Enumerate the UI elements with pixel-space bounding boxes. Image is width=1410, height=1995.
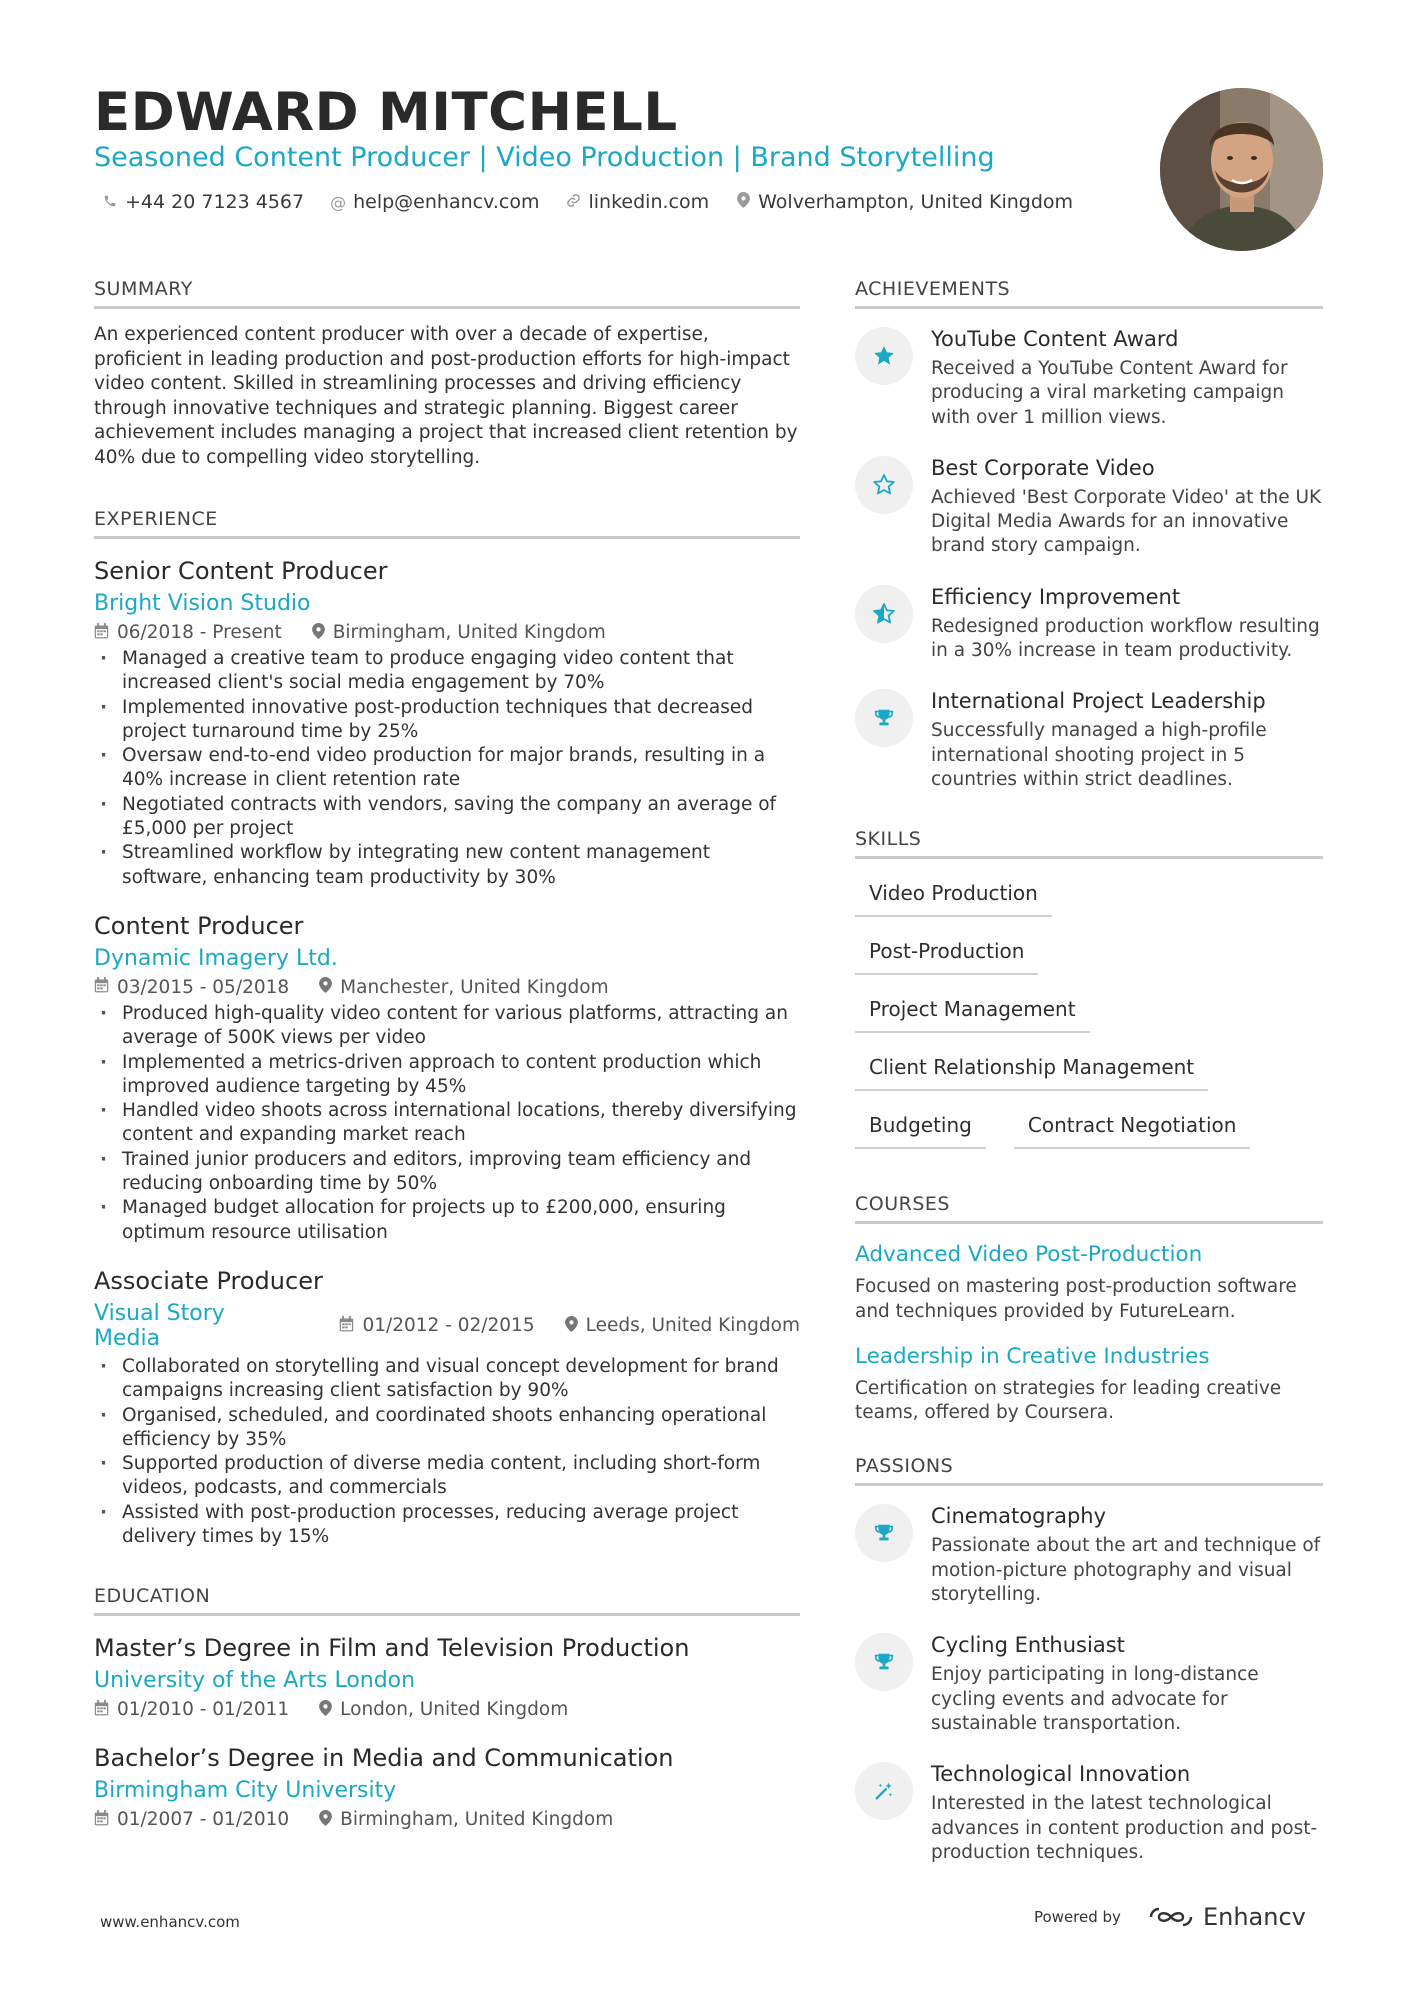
skill-tag: Video Production: [855, 881, 1052, 917]
education-heading: EDUCATION: [94, 1585, 800, 1616]
trophy-icon: [855, 1633, 913, 1691]
list-item: · Supported production of diverse media content, including short-form videos, podcasts, and commercials: [94, 1452, 800, 1501]
job-location: [312, 622, 606, 643]
infinity-logo-icon: [1147, 1904, 1195, 1930]
list-item: · Implemented a metrics-driven approach to content production which improved audience targeting by 45%: [94, 1051, 800, 1100]
achievement-item: [855, 456, 1323, 559]
job-bullets: [94, 647, 800, 890]
map-pin-icon: [565, 1316, 578, 1336]
phone-icon: [102, 193, 118, 212]
star-outline-icon: [855, 456, 913, 514]
achievement-desc: Successfully managed a high-profile international shooting project in 5 countries within strict deadlines.: [931, 720, 1267, 790]
job-meta: [94, 622, 800, 643]
list-item: · Assisted with post-production processes, reducing average project delivery times by 15%: [94, 1501, 800, 1550]
job-entry: [94, 557, 800, 890]
skill-tag: Client Relationship Management: [855, 1055, 1208, 1091]
course-desc: Focused on mastering post-production software and techniques provided by FutureLearn.: [855, 1276, 1297, 1322]
achievement-title: Efficiency Improvement: [931, 584, 1181, 609]
calendar-icon: [339, 1316, 354, 1336]
list-item: · Implemented innovative post-production techniques that decreased project turnaround time by 25%: [94, 696, 800, 745]
right-column: [855, 278, 1323, 1891]
job-dates: [94, 977, 289, 998]
job-dates-text: 03/2015 - 05/2018: [117, 976, 290, 998]
job-dates-text: 06/2018 - Present: [117, 622, 282, 643]
contact-phone[interactable]: [102, 191, 304, 213]
course-title: Advanced Video Post-Production: [855, 1242, 1203, 1268]
job-bullets: [94, 1355, 800, 1549]
passion-item: [855, 1504, 1323, 1607]
passion-title: Technological Innovation: [931, 1762, 1191, 1787]
job-location: [319, 977, 608, 998]
education-entry: [94, 1634, 800, 1720]
company-name: Dynamic Imagery Ltd.: [94, 945, 338, 971]
passion-title: Cycling Enthusiast: [931, 1633, 1125, 1658]
list-item: · Managed budget allocation for projects up to £200,000, ensuring optimum resource utilisation: [94, 1196, 800, 1245]
degree-title: Bachelor’s Degree in Media and Communication: [94, 1744, 674, 1773]
star-half-icon: [855, 585, 913, 643]
job-title: Content Producer: [94, 911, 304, 940]
email-text: help@enhancv.com: [353, 191, 540, 213]
achievement-item: [855, 689, 1323, 792]
skill-tag: Post-Production: [855, 939, 1038, 975]
skills-heading: SKILLS: [855, 828, 1323, 859]
education-location: [319, 1809, 613, 1830]
trophy-icon: [855, 689, 913, 747]
job-bullets: [94, 1002, 800, 1245]
job-dates: [339, 1315, 534, 1336]
passion-desc: Interested in the latest technological advances in content production and post-production techniques.: [931, 1793, 1318, 1863]
contact-email[interactable]: [330, 191, 539, 213]
summary-text: An experienced content producer with over a decade of expertise, proficient in leading production and post-production efforts for high-impact video content. Skilled in streamlining processes and driving efficiency through innovative techniques and strategic planning. Biggest career achievement includes managing a project that increased client retention by 40% due to compelling video storytelling.: [94, 324, 798, 468]
skill-tag: Project Management: [855, 997, 1090, 1033]
school-name: Birmingham City University: [94, 1778, 397, 1804]
list-item: · Managed a creative team to produce engaging video content that increased client's social media engagement by 70%: [94, 647, 800, 696]
achievement-title: International Project Leadership: [931, 689, 1266, 714]
contact-location: [735, 191, 1073, 213]
courses-heading: COURSES: [855, 1193, 1323, 1224]
job-location-text: Leeds, United Kingdom: [585, 1315, 800, 1337]
education-dates-text: 01/2010 - 01/2011: [117, 1699, 290, 1721]
education-dates: [94, 1809, 289, 1830]
achievement-desc: Achieved 'Best Corporate Video' at the UK Digital Media Awards for an innovative brand story campaign.: [931, 486, 1322, 557]
school-name: University of the Arts London: [94, 1668, 416, 1694]
map-pin-icon: [735, 192, 751, 212]
map-pin-icon: [319, 1810, 332, 1830]
education-location: [319, 1699, 568, 1720]
contact-bar: [102, 191, 1073, 213]
list-item: · Streamlined workflow by integrating new content management software, enhancing team productivity by 30%: [94, 841, 800, 890]
magic-wand-icon: [855, 1762, 913, 1820]
education-meta: [94, 1699, 800, 1720]
skill-tag: Contract Negotiation: [1014, 1113, 1251, 1149]
list-item: · Trained junior producers and editors, improving team efficiency and reducing onboarding time by 50%: [94, 1148, 800, 1197]
summary-heading: SUMMARY: [94, 278, 800, 309]
skills-list: [855, 881, 1255, 1149]
map-pin-icon: [319, 977, 332, 997]
job-entry: [94, 912, 800, 1245]
achievement-item: [855, 585, 1323, 664]
calendar-icon: [94, 1810, 109, 1830]
calendar-icon: [94, 623, 109, 643]
linkedin-text: linkedin.com: [588, 191, 710, 213]
summary-section: [94, 278, 800, 470]
list-item: · Collaborated on storytelling and visual concept development for brand campaigns increasing client satisfaction by 90%: [94, 1355, 800, 1404]
job-title: Senior Content Producer: [94, 557, 388, 585]
education-meta: [94, 1809, 800, 1830]
job-dates: [94, 622, 282, 643]
achievement-title: Best Corporate Video: [931, 455, 1155, 480]
achievement-title: YouTube Content Award: [931, 327, 1179, 351]
experience-section: [94, 508, 800, 1549]
list-item: · Handled video shoots across international locations, thereby diversifying content and expanding market reach: [94, 1099, 800, 1148]
job-location-text: Birmingham, United Kingdom: [332, 622, 606, 643]
star-icon: [855, 327, 913, 385]
enhancv-logo[interactable]: [1147, 1903, 1306, 1931]
education-dates: [94, 1699, 289, 1720]
job-meta: [94, 1301, 800, 1351]
list-item: · Negotiated contracts with vendors, saving the company an average of £5,000 per project: [94, 793, 800, 842]
course-desc: Certification on strategies for leading creative teams, offered by Coursera.: [855, 1377, 1282, 1424]
skill-tag: Budgeting: [855, 1113, 986, 1149]
calendar-icon: [94, 977, 109, 997]
footer-website[interactable]: www.enhancv.com: [100, 1913, 240, 1931]
company-name: Visual Story Media: [94, 1300, 225, 1351]
trophy-icon: [855, 1504, 913, 1562]
education-entry: [94, 1744, 800, 1830]
achievements-section: [855, 278, 1323, 792]
calendar-icon: [94, 1700, 109, 1720]
job-meta-details: [339, 1315, 800, 1336]
achievement-item: [855, 327, 1323, 430]
list-item: · Oversaw end-to-end video production for major brands, resulting in a 40% increase in client retention rate: [94, 744, 800, 793]
location-text: Wolverhampton, United Kingdom: [758, 191, 1074, 213]
list-item: · Produced high-quality video content for various platforms, attracting an average of 500K views per video: [94, 1002, 800, 1051]
experience-heading: EXPERIENCE: [94, 508, 800, 539]
phone-text: +44 20 7123 4567: [125, 191, 305, 213]
footer-brand: [1034, 1903, 1306, 1931]
achievement-desc: Received a YouTube Content Award for producing a viral marketing campaign with over 1 million views.: [931, 358, 1288, 428]
courses-section: [855, 1193, 1323, 1425]
brand-name: Enhancv: [1202, 1903, 1306, 1931]
list-item: · Organised, scheduled, and coordinated shoots enhancing operational efficiency by 35%: [94, 1404, 800, 1453]
education-location-text: London, United Kingdom: [340, 1699, 569, 1721]
skills-section: [855, 828, 1323, 1149]
job-location-text: Manchester, United Kingdom: [340, 976, 609, 998]
achievement-desc: Redesigned production workflow resulting in a 30% increase in team productivity.: [931, 615, 1320, 662]
passion-item: [855, 1762, 1323, 1865]
link-icon: [565, 193, 581, 212]
at-icon: @: [330, 192, 347, 212]
company-name: Bright Vision Studio: [94, 591, 311, 616]
passion-desc: Passionate about the art and technique of motion-picture photography and visual storytelling.: [931, 1535, 1321, 1606]
passions-section: [855, 1455, 1323, 1865]
education-location-text: Birmingham, United Kingdom: [340, 1809, 614, 1831]
passion-item: [855, 1633, 1323, 1736]
education-dates-text: 01/2007 - 01/2010: [117, 1809, 290, 1831]
passion-desc: Enjoy participating in long-distance cycling events and advocate for sustainable transportation.: [931, 1664, 1259, 1734]
left-column: [94, 278, 800, 1834]
contact-linkedin[interactable]: [565, 191, 709, 213]
education-section: [94, 1585, 800, 1830]
degree-title: Master’s Degree in Film and Television Production: [94, 1634, 690, 1663]
map-pin-icon: [319, 1700, 332, 1720]
job-entry: [94, 1267, 800, 1549]
passion-title: Cinematography: [931, 1504, 1107, 1529]
passions-heading: PASSIONS: [855, 1455, 1323, 1486]
job-location: [565, 1315, 800, 1336]
job-meta: [94, 977, 800, 998]
candidate-name: EDWARD MITCHELL: [94, 82, 678, 143]
job-dates-text: 01/2012 - 02/2015: [362, 1315, 535, 1337]
job-title: Associate Producer: [94, 1266, 323, 1295]
achievements-heading: ACHIEVEMENTS: [855, 278, 1323, 309]
map-pin-icon: [312, 623, 325, 643]
powered-by-label: Powered by: [1034, 1908, 1121, 1926]
profile-photo: [1160, 88, 1323, 251]
course-title: Leadership in Creative Industries: [855, 1343, 1210, 1369]
headline: Seasoned Content Producer | Video Production | Brand Storytelling: [94, 142, 995, 173]
